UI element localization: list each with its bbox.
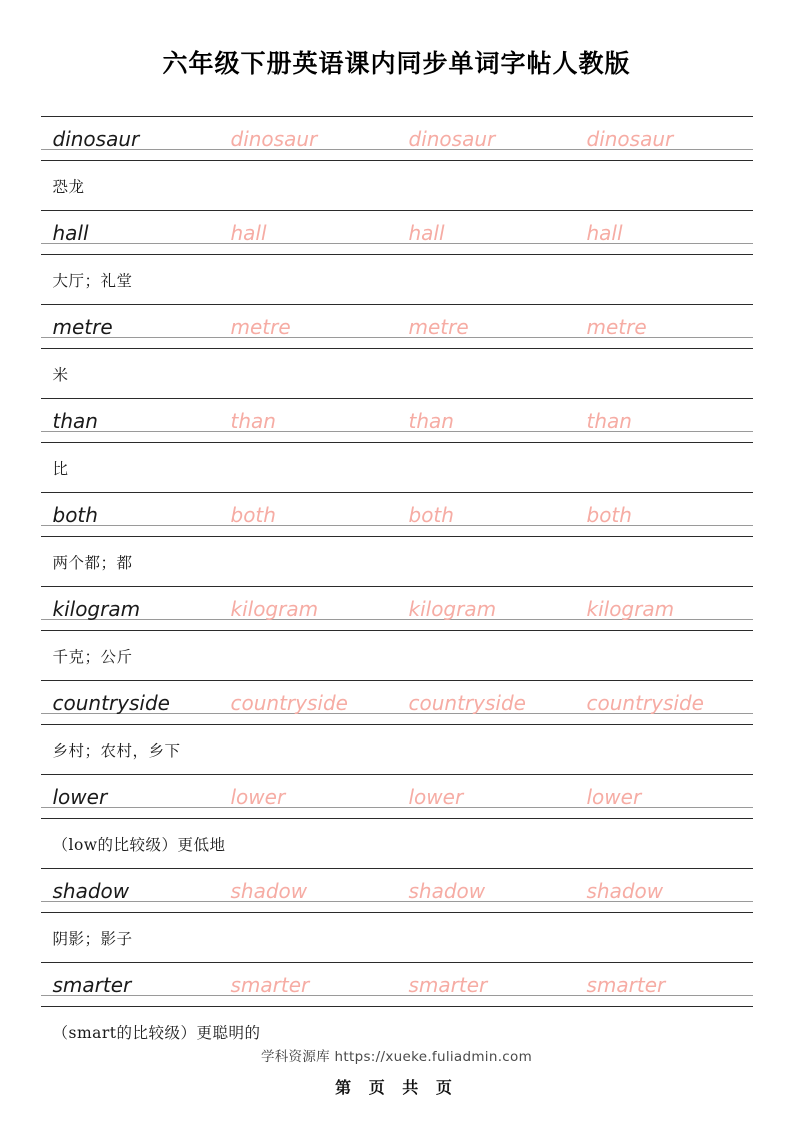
trace-word: both [586,503,632,527]
word-block [41,304,753,398]
trace-word: metre [408,315,469,339]
trace-word: kilogram [230,597,319,621]
translation-text: 阴影；影子 [52,929,133,948]
writing-slots [41,775,753,818]
word-block [41,586,753,680]
model-word: metre [52,315,113,339]
page-footer [0,1045,793,1098]
trace-word: countryside [586,691,704,715]
word-sheet [41,116,753,1056]
writing-row[interactable] [41,868,753,913]
writing-row[interactable] [41,492,753,537]
trace-word: kilogram [586,597,675,621]
trace-word: dinosaur [586,127,674,151]
writing-slots [41,587,753,630]
writing-slots [41,305,753,348]
watermark [0,1045,793,1065]
model-word: kilogram [52,597,141,621]
trace-word: shadow [586,879,664,903]
trace-word: both [408,503,454,527]
translation-text: 两个都；都 [52,553,133,572]
writing-slots [41,869,753,912]
word-block [41,868,753,962]
translation-text: 千克；公斤 [52,647,133,666]
writing-row[interactable] [41,774,753,819]
trace-word: countryside [408,691,526,715]
writing-slots [41,117,753,160]
trace-word: lower [586,785,642,809]
watermark-brand: 学科资源库 [260,1049,330,1065]
model-word: dinosaur [52,127,140,151]
page-title: 六年级下册英语课内同步单词字帖人教版 [162,50,631,78]
writing-slots [41,963,753,1006]
writing-row[interactable] [41,680,753,725]
word-block [41,680,753,774]
word-block [41,398,753,492]
translation-text: 比 [52,459,69,478]
translation-text: 恐龙 [52,177,85,196]
trace-word: than [586,409,632,433]
trace-word: hall [230,221,267,245]
translation-text: （smart的比较级）更聪明的 [52,1023,261,1042]
trace-word: than [408,409,454,433]
trace-word: metre [586,315,647,339]
writing-slots [41,493,753,536]
trace-word: smarter [230,973,310,997]
writing-row[interactable] [41,398,753,443]
model-word: countryside [52,691,170,715]
trace-word: metre [230,315,291,339]
trace-word: hall [586,221,623,245]
trace-word: shadow [230,879,308,903]
model-word: both [52,503,98,527]
trace-word: dinosaur [408,127,496,151]
translation-text: 乡村；农村，乡下 [52,741,181,760]
trace-word: kilogram [408,597,497,621]
word-block [41,774,753,868]
model-word: smarter [52,973,132,997]
translation-text: 米 [52,365,69,384]
trace-word: smarter [586,973,666,997]
trace-word: hall [408,221,445,245]
writing-row[interactable] [41,116,753,161]
trace-word: both [230,503,276,527]
model-word: hall [52,221,89,245]
model-word: lower [52,785,108,809]
trace-word: smarter [408,973,488,997]
writing-slots [41,681,753,724]
trace-word: shadow [408,879,486,903]
word-block [41,492,753,586]
writing-row[interactable] [41,586,753,631]
trace-word: lower [408,785,464,809]
translation-text: 大厅；礼堂 [52,271,133,290]
trace-word: lower [230,785,286,809]
word-block [41,962,753,1056]
word-block [41,210,753,304]
model-word: shadow [52,879,130,903]
writing-row[interactable] [41,962,753,1007]
word-block [41,116,753,210]
watermark-url: https://xueke.fuliadmin.com [334,1049,533,1065]
page-number: 第 页 共 页 [335,1078,458,1097]
trace-word: countryside [230,691,348,715]
writing-slots [41,211,753,254]
trace-word: dinosaur [230,127,318,151]
writing-row[interactable] [41,304,753,349]
writing-row[interactable] [41,210,753,255]
translation-text: （low的比较级）更低地 [52,835,226,854]
trace-word: than [230,409,276,433]
writing-slots [41,399,753,442]
model-word: than [52,409,98,433]
